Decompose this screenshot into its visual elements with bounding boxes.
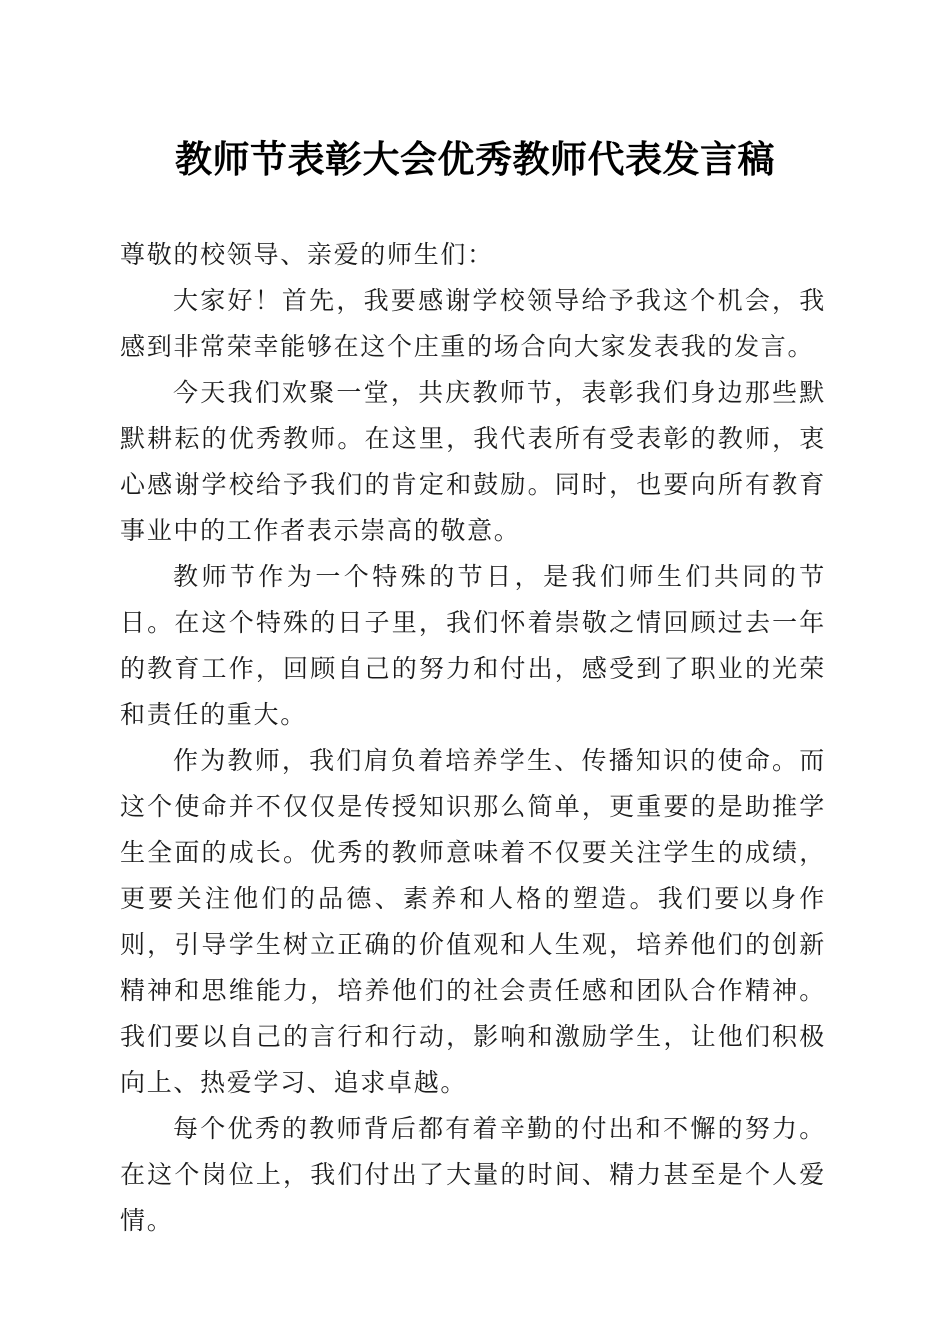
paragraph-2: 今天我们欢聚一堂，共庆教师节，表彰我们身边那些默默耕耘的优秀教师。在这里，我代表所有受表彰的教师，衷心感谢学校给予我们的肯定和鼓励。同时，也要向所有教育事业中的工作者表示崇高的敬意。 (120, 378, 826, 545)
paragraph-5: 每个优秀的教师背后都有着辛勤的付出和不懈的努力。在这个岗位上，我们付出了大量的时间、精力甚至是个人爱情。 (120, 1114, 826, 1235)
document-title: 教师节表彰大会优秀教师代表发言稿 (175, 137, 775, 181)
paragraph-3: 教师节作为一个特殊的节日，是我们师生们共同的节日。在这个特殊的日子里，我们怀着崇敬之情回顾过去一年的教育工作，回顾自己的努力和付出，感受到了职业的光荣和责任的重大。 (120, 562, 826, 729)
paragraph-4: 作为教师，我们肩负着培养学生、传播知识的使命。而这个使命并不仅仅是传授知识那么简单，更重要的是助推学生全面的成长。优秀的教师意味着不仅要关注学生的成绩，更要关注他们的品德、素养和人格的塑造。我们要以身作则，引导学生树立正确的价值观和人生观，培养他们的创新精神和思维能力，培养他们的社会责任感和团队合作精神。我们要以自己的言行和行动，影响和激励学生，让他们积极向上、热爱学习、追求卓越。 (120, 746, 826, 1097)
paragraph-1: 大家好！首先，我要感谢学校领导给予我这个机会，我感到非常荣幸能够在这个庄重的场合向大家发表我的发言。 (120, 286, 826, 361)
document-body (120, 232, 826, 1244)
salutation: 尊敬的校领导、亲爱的师生们： (120, 240, 494, 269)
